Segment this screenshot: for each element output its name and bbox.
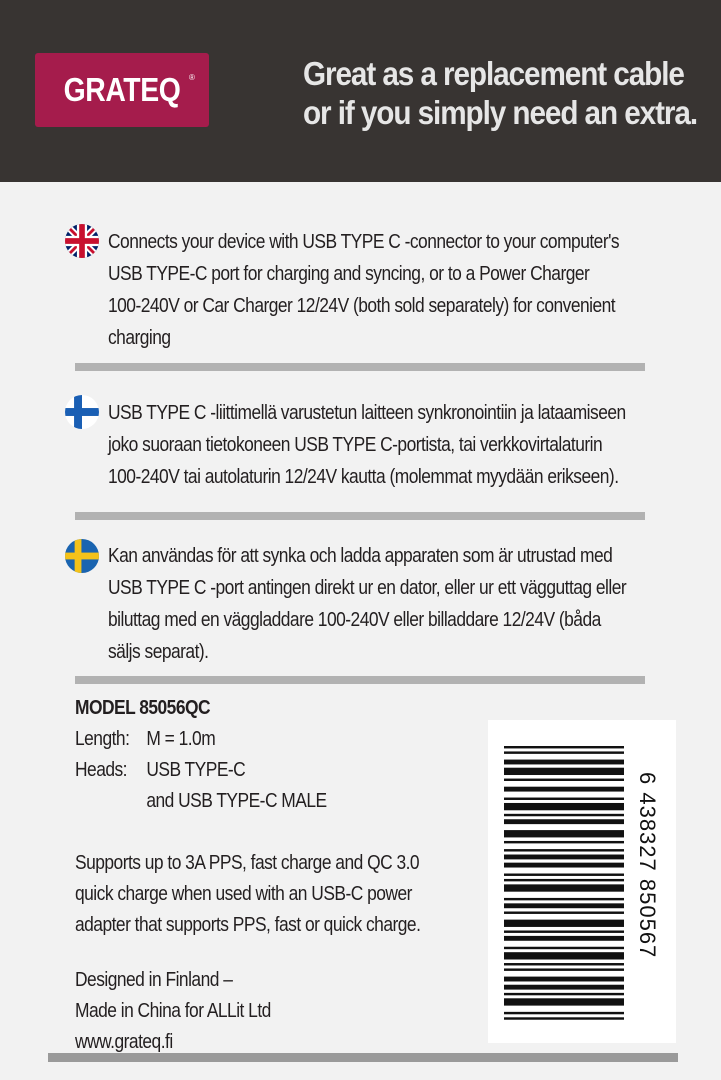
barcode-bar [504,863,624,868]
barcode-bar [504,830,624,837]
description-line: Connects your device with USB TYPE C -connector to your computer's [108,231,620,253]
company-info [75,965,271,1058]
barcode-bar [504,1017,624,1019]
support-text [75,848,420,941]
barcode [488,720,676,1043]
length-value: M = 1.0m [146,728,216,750]
description-swedish [108,540,698,668]
barcode-bar [504,947,624,949]
model-specs [75,693,327,817]
registered-mark: ® [189,73,195,82]
description-line: USB TYPE-C port for charging and syncing, or to a Power Charger [108,263,590,285]
heads-row [75,755,327,786]
divider [75,512,645,520]
bottom-divider [48,1053,678,1062]
finland-flag-icon [65,395,99,429]
description-line: USB TYPE C -liittimellä varustetun laitteen synkronointiin ja lataamiseen [108,402,626,424]
barcode-bar [504,930,624,932]
support-line: quick charge when used with an USB-C power [75,883,412,905]
barcode-bar [504,993,624,995]
length-row [75,724,327,755]
barcode-bar [504,768,624,775]
tagline-line: or if you simply need an extra. [303,94,698,131]
heads-value: USB TYPE-C [146,759,246,781]
barcode-bar [504,998,624,1005]
divider [75,363,645,371]
barcode-bar [504,936,624,941]
barcode-bar [504,746,624,748]
barcode-bar [504,849,624,851]
support-line: adapter that supports PPS, fast or quick charge. [75,914,421,936]
barcode-bar [504,787,624,792]
barcode-bar [504,798,624,800]
tagline-line: Great as a replacement cable [303,55,684,92]
barcode-bar [504,963,624,965]
barcode-bar [504,779,624,781]
barcode-bar [504,985,624,990]
description-line: biluttag med en väggladdare 100-240V eller billaddare 12/24V (båda [108,609,601,631]
barcode-bar [504,952,624,959]
grateq-logo [35,53,209,127]
model-number: MODEL 85056QC [75,697,211,719]
description-finnish [108,397,698,493]
barcode-bar [504,803,624,810]
sweden-flag-icon [65,539,99,573]
barcode-bar [504,855,624,860]
description-line: 100-240V tai autolaturin 12/24V kautta (molemmat myydään erikseen). [108,466,619,488]
company-line: Made in China for ALLit Ltd [75,1000,271,1022]
barcode-bar [504,819,624,824]
barcode-bar [504,1012,624,1014]
barcode-bar [504,977,624,982]
divider [75,676,645,684]
barcode-bar [504,898,624,900]
tagline [303,54,698,132]
barcode-bar [504,920,624,927]
description-line: joko suoraan tietokoneen USB TYPE C-portista, tai verkkovirtalaturin [108,434,603,456]
barcode-bar [504,841,624,843]
barcode-bar [504,968,624,970]
header-banner [0,0,721,182]
barcode-number: 6 438327 850567 [635,772,660,959]
barcode-bar [504,760,624,765]
description-english [108,226,698,354]
description-line: 100-240V or Car Charger 12/24V (both sold separately) for convenient [108,295,616,317]
heads-value-continued: and USB TYPE-C MALE [146,790,327,812]
length-label: Length: [75,728,130,750]
barcode-bar [504,751,624,753]
logo-text: GRATEQ [63,71,181,108]
barcode-bar [504,884,624,891]
description-line: USB TYPE C -port antingen direkt ur en dator, eller ur ett vägguttag eller [108,577,627,599]
barcode-bar [504,879,624,881]
barcode-graphic [488,720,676,1043]
barcode-bar [504,911,624,913]
heads-label: Heads: [75,759,128,781]
description-line: charging [108,327,171,349]
support-line: Supports up to 3A PPS, fast charge and QC 3.0 [75,852,420,874]
website: www.grateq.fi [75,1031,173,1053]
barcode-bar [504,903,624,908]
barcode-bar [504,874,624,876]
barcode-bar [504,814,624,816]
company-line: Designed in Finland – [75,969,233,991]
uk-flag-icon [65,224,99,258]
description-line: Kan användas för att synka och ladda apparaten som är utrustad med [108,545,613,567]
description-line: säljs separat). [108,641,209,663]
